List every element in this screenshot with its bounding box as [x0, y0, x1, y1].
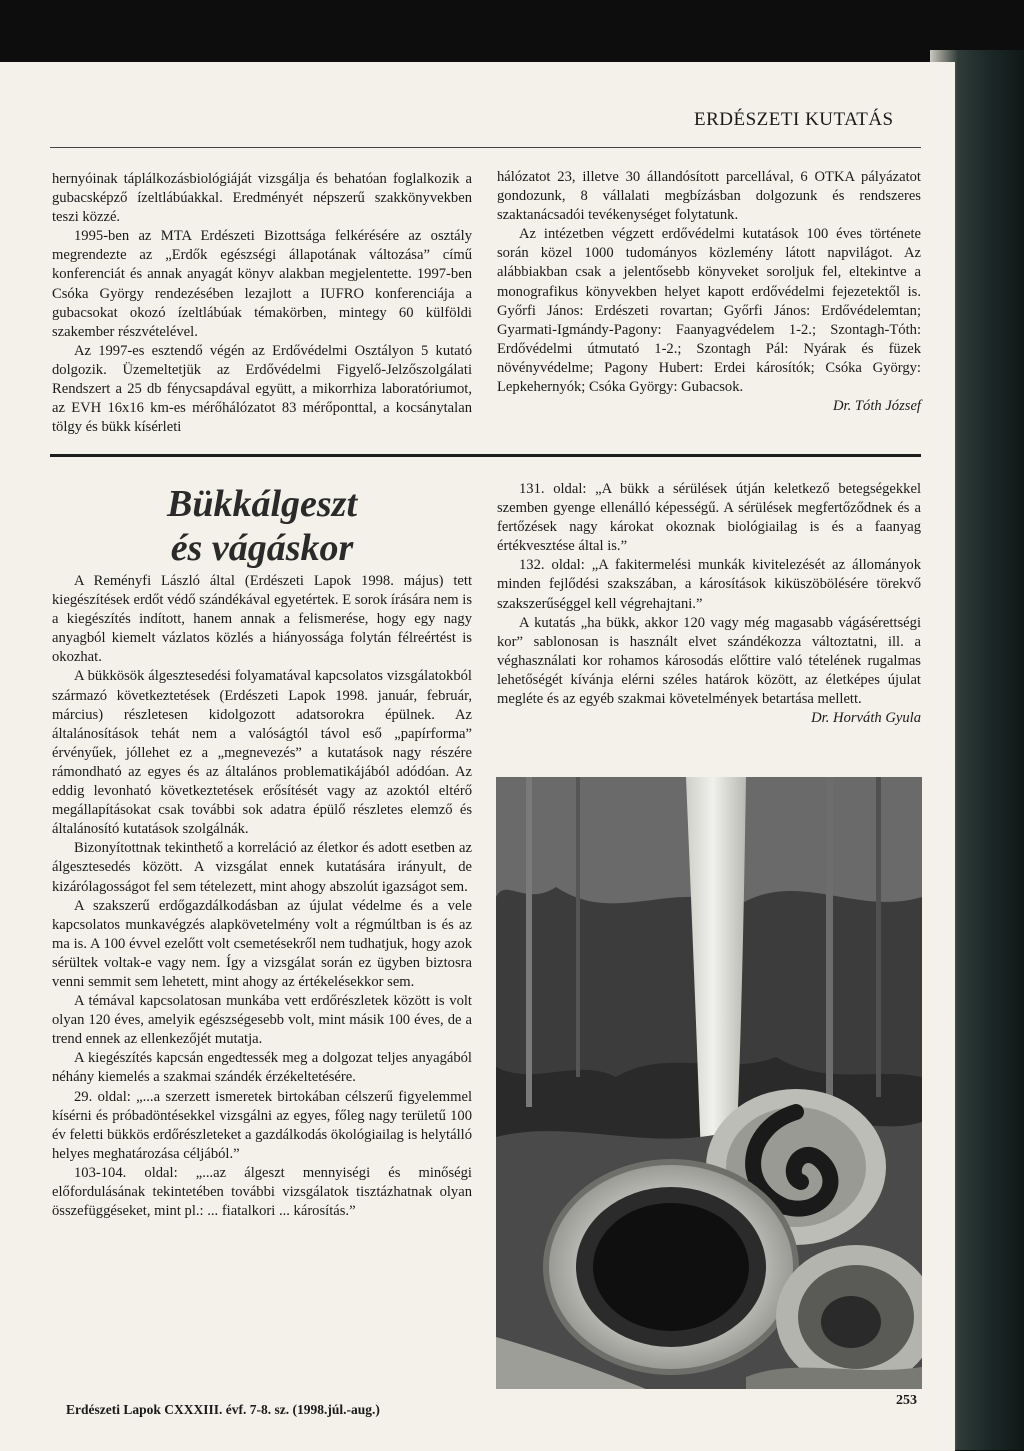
journal-page: [0, 62, 955, 1451]
article-right-column: [497, 480, 921, 728]
section-divider: [50, 454, 921, 457]
paragraph: A témával kapcsolatosan munkába vett erdőrészletek között is volt olyan 120 éves, amelyik egészségesebb volt, mint másik 100 éves, de a trend ennek az ellenkezőjét mutatja.: [52, 993, 472, 1048]
article-title-line: Bükkálgeszt: [166, 483, 358, 525]
paragraph: hernyóinak táplálkozásbiológiáját vizsgálja és behatóan foglalkozik a gubacsképző ízeltlábúakkal. Eredményét népszerű szakkönyvekben teszi közzé.: [52, 171, 472, 226]
paragraph: Az 1997-es esztendő végén az Erdővédelmi Osztályon 5 kutató dolgozik. Üzemeltetjük az Erdővédelmi Figyelő-Jelzőszolgálati Rendszert a 25 db fénycsapdával együtt, a mikorrhiza laboratóriumot, az EVH 16x16 km-es mérőhálózatot 83 mérőponttal, a kocsánytalan tölgy és bükk kísérleti: [52, 342, 472, 436]
journal-footer: Erdészeti Lapok CXXXIII. évf. 7-8. sz. (1998.júl.-aug.): [66, 1402, 380, 1417]
article-left-column: [52, 572, 472, 1221]
paragraph: hálózatot 23, illetve 30 állandósított parcellával, 6 OTKA pályázatot gondozunk, 8 vállalati megbízásban dolgozunk és rendszeres szaktanácsadói tevékenységet folytatunk.: [497, 169, 921, 224]
paragraph: 131. oldal: „A bükk a sérülések útján keletkező betegségekkel szemben gyenge ellenálló képességű. A sérülések megfertőződnek és a fertőzések nagy károkat okoznak biológiailag is és a faanyag értékvesztése által is.”: [497, 481, 921, 555]
article-title-line: és vágáskor: [170, 527, 354, 569]
paragraph: 132. oldal: „A fakitermelési munkák kivitelezését az állományok minden fejlődési szakszában, a károsítások kiküszöbölésére törekvő szakszerűséggel kell végrehajtani.”: [497, 557, 921, 612]
author-signature: Dr. Horváth Gyula: [811, 710, 921, 727]
paragraph: A szakszerű erdőgazdálkodásban az újulat védelme és a vele kapcsolatos munkavégzés alapkövetelmény volt a régmúltban is és az ma is. A 100 évvel ezelőtt volt csemetésekről nem tudhatjuk, hogy azok sérültek voltak-e vagy nem. Így a vizsgálat során ez ügyben biztosra venni semmit sem lehetett, mint ahogy az értékelésekkor sem.: [52, 897, 472, 990]
article-title: [52, 482, 472, 570]
top-left-column: [52, 170, 472, 437]
paragraph: A kutatás „ha bükk, akkor 120 vagy még magasabb vágásérettségi kor” sablonosan is használt elvet szándékozza változtatni, ill. a véghasználati kor rohamos károsodás előttire való tételének rugalmas lehetőségét kívánja elérni széles határok között, az életképes újulat megléte és az egyéb szakmai követelmények betartása mellett.: [497, 614, 921, 708]
photo-illustration: [496, 777, 922, 1389]
author-signature: Dr. Tóth József: [833, 398, 921, 415]
paragraph: 29. oldal: „...a szerzett ismeretek birtokában célszerű figyelemmel kísérni és próbadöntésekkel vizsgálni az egyes, főleg nagy területű 100 év feletti bükkös erdőrészleteket a gazdálkodás ökológiailag is helytálló helyes meghatározása céljából.”: [52, 1088, 472, 1162]
paragraph: A bükkösök álgesztesedési folyamatával kapcsolatos vizsgálatokból származó következtetések (Erdészeti Lapok 1998. január, február, március) részletesen kidolgozott adatsorokra épülnek. Az általánosítások tehát nem a valóságtól távol eső „papírforma” érvényűek, jóllehet ez a „megnevezés” a kutatások nagy részére rámondható az egyes és az általános problematikájából adódóan. Az eddig levonható következtetések erősítését vagy az azoktól eltérő megállapításokat csak további sok adatra épülő részletes elemző és általánosító kutatások szolgálnák.: [52, 668, 472, 838]
paragraph: Az intézetben végzett erdővédelmi kutatások 100 éves története során közel 1000 tudományos közlemény látott napvilágot. Az alábbiakban csak a jelentősebb könyveket soroljuk fel, eltekintve a monografikus könyvekben helyet kapott erdővédelmi fejezetektől is. Győrfi János: Erdészeti rovartan; Győrfi János: Erdővédelemtan; Gyarmati-Igmándy-Pagony: Faanyagvédelem 1-2.; Szontagh-Tóth: Erdővédelmi útmutató 1-2.; Szontagh Pál: Nyárak és füzek növényvédelme; Pagony Hubert: Erdei károsítók; Csóka György: Lepkehernyók; Csóka György: Gubacsok.: [497, 226, 921, 396]
paragraph: Bizonyítottnak tekinthető a korreláció az életkor és adott esetben az álgesztesedés között. A vizsgálat ennek kutatására irányult, de kizárólagosságot fel sem tételezett, mint ahogy abszolút igazságot sem.: [52, 840, 472, 895]
page-number: 253: [896, 1393, 917, 1408]
header-rule: [50, 147, 921, 148]
paragraph: 1995-ben az MTA Erdészeti Bizottsága felkérésére az osztály megrendezte az „Erdők egészségi állapotának változása” című konferenciát és annak anyagát könyv alakban megjelentette. 1997-ben Csóka György rendezésében lezajlott a IUFRO konferenciája a gubacsokat okozó ízeltlábúak témakörben, mintegy 60 külföldi szakember részvételével.: [52, 228, 472, 340]
paragraph: A Reményfi László által (Erdészeti Lapok 1998. május) tett kiegészítések erdőt védő szándékával egyetértek. E sorok írására nem is a kiegészítés indított, hanem annak a felismerése, hogy egy nagy anyagból kiemelt vázlatos közlés a hiányossága folytán félreértést is okozhat.: [52, 573, 472, 666]
top-right-column: [497, 168, 921, 416]
paragraph: 103-104. oldal: „...az álgeszt mennyiségi és minőségi előfordulásának tekintetében további vizsgálatok tisztázhatnak olyan összefüggéseket, mint pl.: ... fiatalkori ... károsítás.”: [52, 1164, 472, 1220]
paragraph: A kiegészítés kapcsán engedtessék meg a dolgozat teljes anyagából néhány kiemelés a szakmai szándék érzékeltetésére.: [52, 1050, 472, 1086]
running-head: ERDÉSZETI KUTATÁS: [694, 109, 894, 130]
beech-log-cross-section-photo: [496, 777, 922, 1389]
